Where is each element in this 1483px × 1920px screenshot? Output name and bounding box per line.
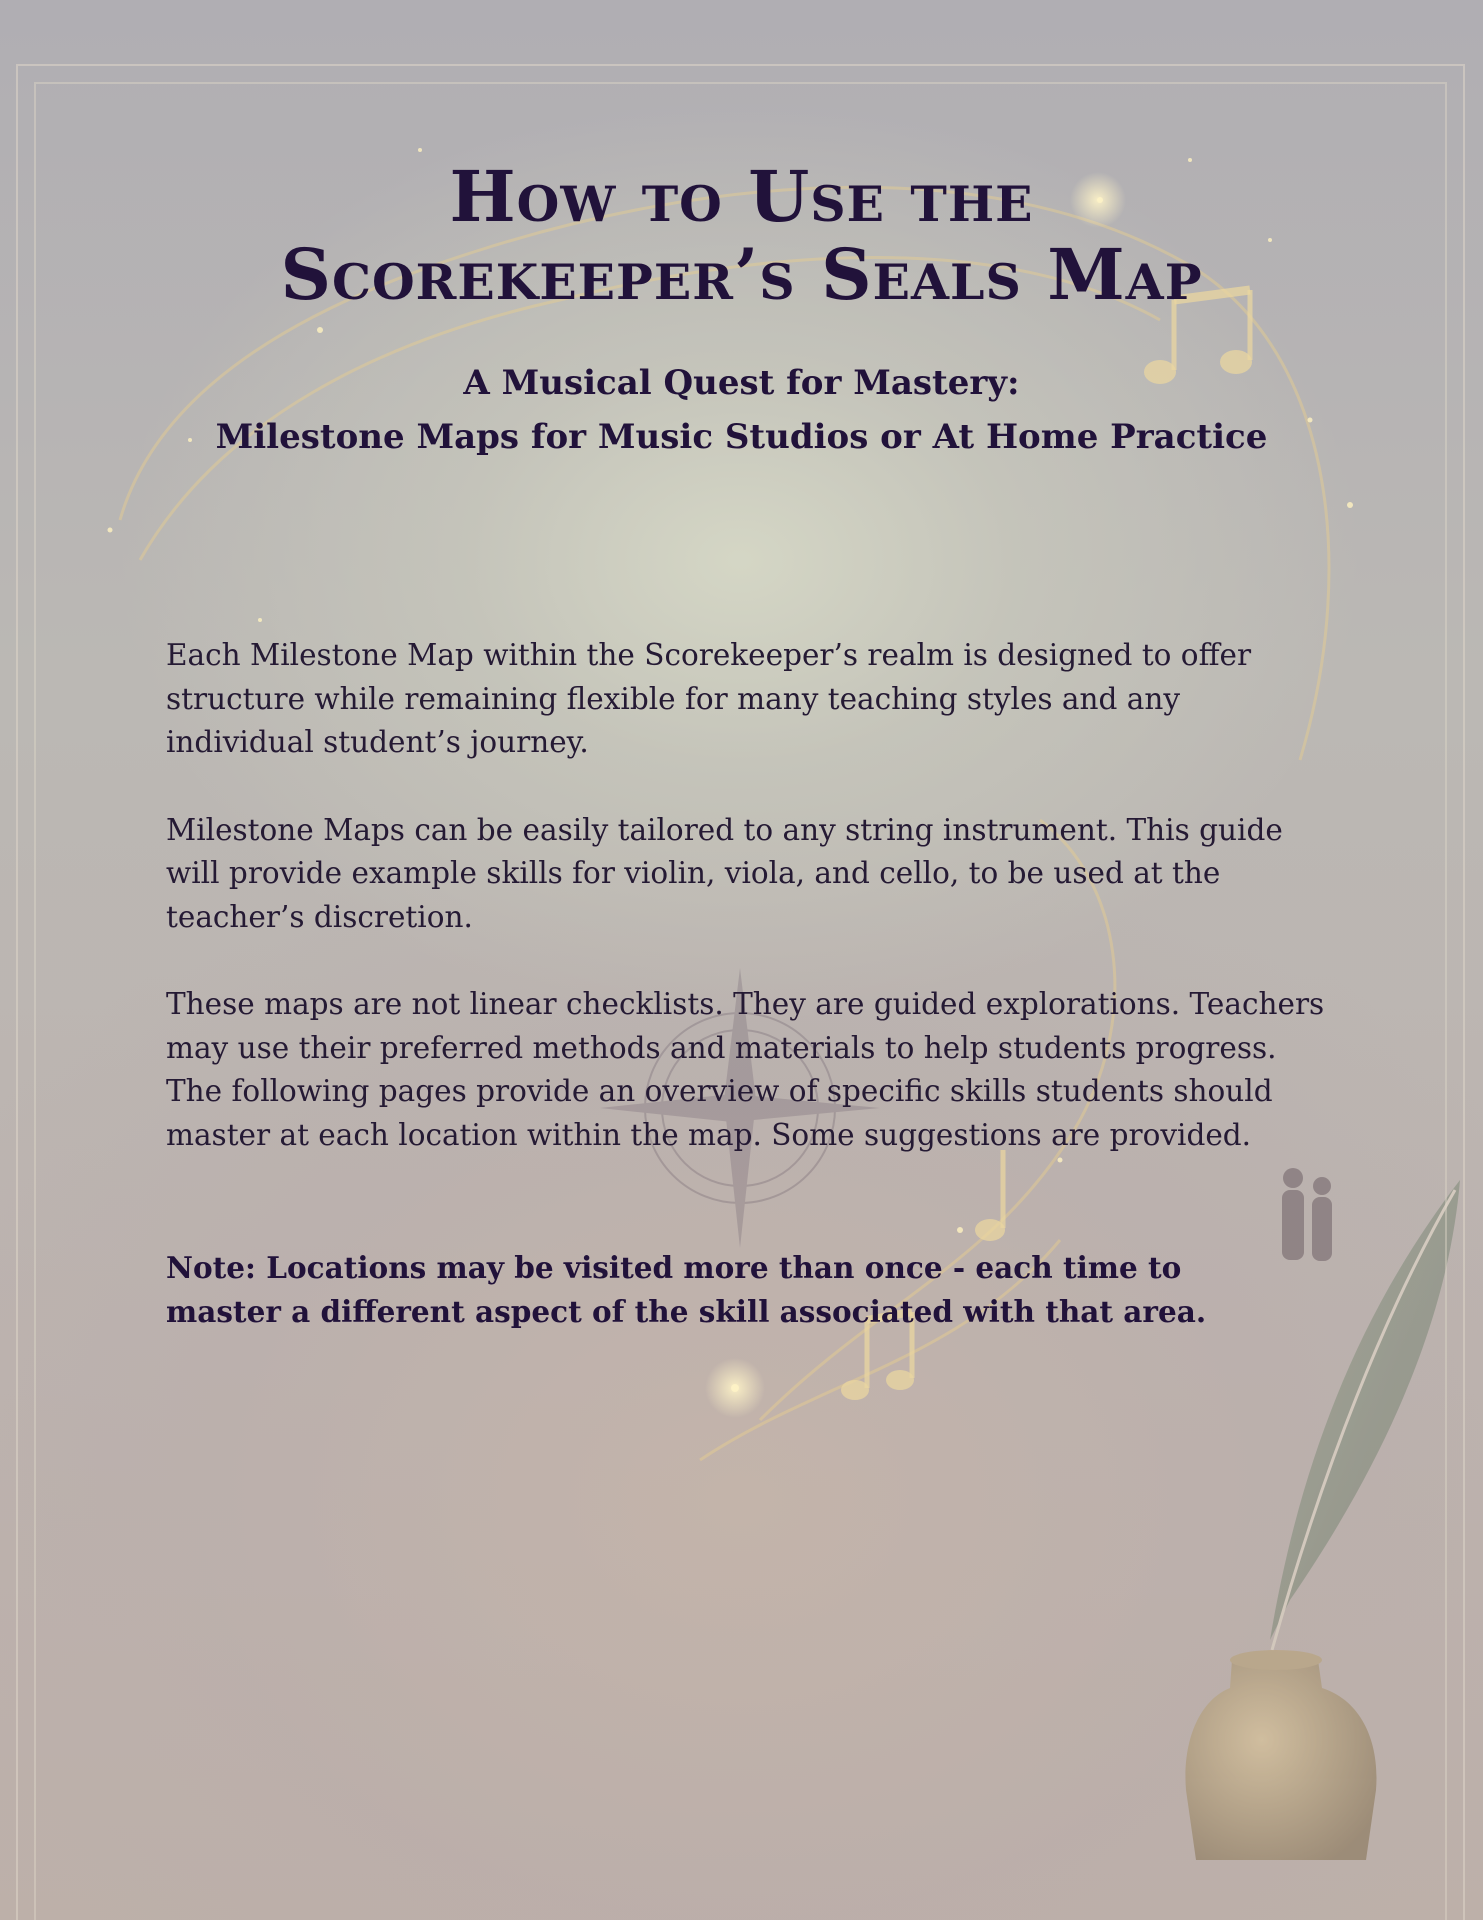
page-subtitle [0, 356, 1483, 464]
title-line: Scorekeeper’s Seals Map [280, 233, 1203, 316]
paragraph: Milestone Maps can be easily tailored to any string instrument. This guide will provide example skills for violin, viola, and cello, to be used at the teacher’s discretion. [166, 812, 1283, 934]
note-text: Note: Locations may be visited more than once - each time to master a different aspect of the skill associated with that area. [166, 1250, 1207, 1329]
subtitle-line: A Musical Quest for Mastery: [463, 363, 1020, 403]
body-text [166, 634, 1331, 1201]
title-line: How to Use the [449, 155, 1034, 238]
paragraph: These maps are not linear checklists. They are guided explorations. Teachers may use their preferred methods and materials to help students progress. The following pages provide an overview of specific skills students should master at each location within the map. Some suggestions are provided. [166, 987, 1325, 1152]
subtitle-line: Milestone Maps for Music Studios or At Home Practice [215, 417, 1268, 457]
page-title [0, 155, 1483, 316]
paragraph: Each Milestone Map within the Scorekeeper’s realm is designed to offer structure while remaining flexible for many teaching styles and any individual student’s journey. [166, 638, 1252, 759]
